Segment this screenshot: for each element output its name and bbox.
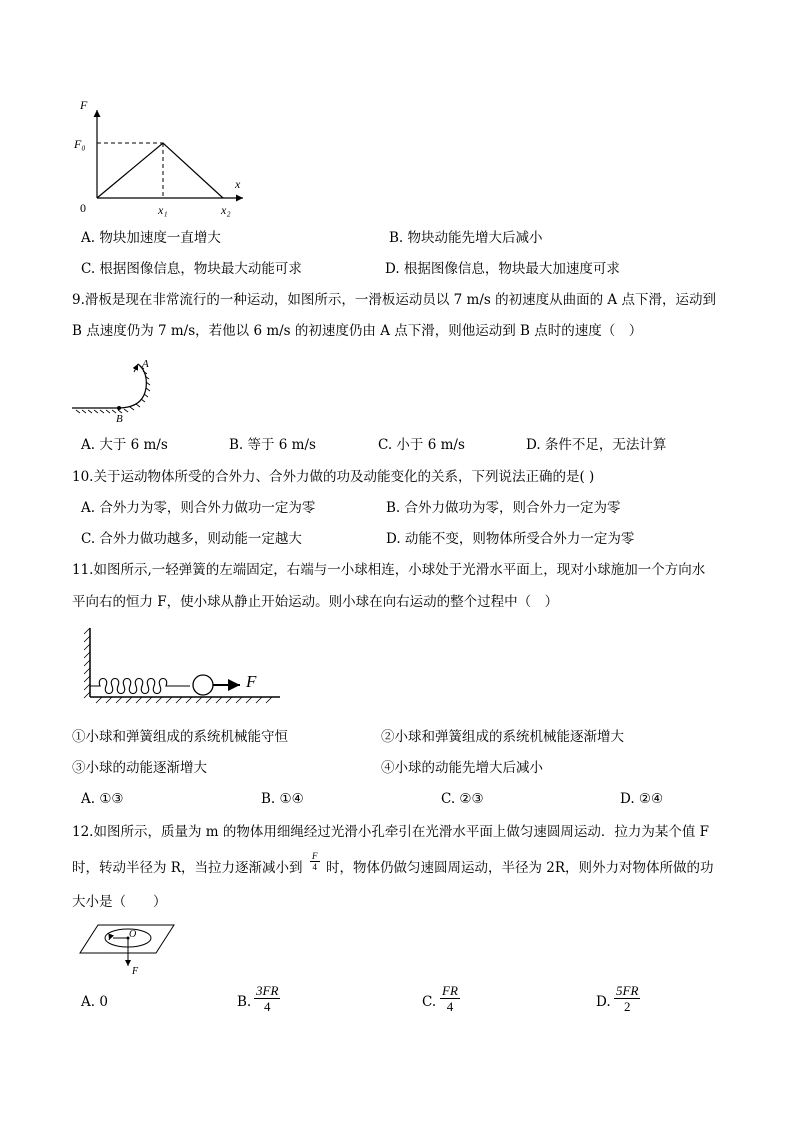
q8-option-b[interactable]: B. 物块动能先增大后减小 <box>389 230 543 246</box>
q9-stem-line2: B 点速度仍为 7 m/s，若他以 6 m/s 的初速度仍由 A 点下滑，则他运动到 B 点时的速度（ ） <box>72 323 643 339</box>
q9-stem-line1: 9.滑板是现在非常流行的一种运动，如图所示，一滑板运动员以 7 m/s 的初速度从曲面的 A 点下滑，运动到 <box>72 292 716 308</box>
q12-inline-fraction: $\frac{F}{4}$ <box>312 851 318 872</box>
q9-option-d[interactable]: D. 条件不足，无法计算 <box>526 437 667 453</box>
spring-coil <box>90 679 190 694</box>
q11-statement-1: ①小球和弹簧组成的系统机械能守恒 <box>72 729 288 745</box>
force-displacement-graph <box>0 0 794 230</box>
q9-option-b[interactable]: B. 等于 6 m/s <box>229 437 316 453</box>
ramp-point-b: B <box>116 413 123 425</box>
q12-option-a[interactable]: A. 0 <box>81 994 108 1010</box>
ramp-point-a: A <box>142 358 149 370</box>
q10-option-d[interactable]: D. 动能不变，则物体所受合外力一定为零 <box>386 531 635 547</box>
graph-x1-label: x₁ <box>158 203 168 217</box>
q10-option-c[interactable]: C. 合外力做功越多，则动能一定越大 <box>81 531 302 547</box>
q11-stem-line1: 11.如图所示,一轻弹簧的左端固定，右端与一小球相连，小球处于光滑水平面上，现对小球施加一个方向水 <box>72 562 706 578</box>
force-curve <box>97 143 223 198</box>
spring-force-label: F <box>246 672 257 691</box>
skateboard-ramp-figure <box>0 350 200 430</box>
graph-f0-label: F₀ <box>74 137 86 151</box>
q12-stem-line2b: 时，物体仍做匀速圆周运动，半径为 2R，则外力对物体所做的功 <box>326 860 714 876</box>
q10-stem: 10.关于运动物体所受的合外力、合外力做的功及动能变化的关系，下列说法正确的是( ) <box>72 469 595 485</box>
graph-y-label: F <box>80 98 88 112</box>
q12-stem-line1: 12.如图所示，质量为 m 的物体用细绳经过光滑小孔牵引在光滑水平面上做匀速圆周运动．拉力为某个值 F <box>72 824 710 840</box>
circle-center-label: O <box>129 929 137 940</box>
graph-x2-label: x₂ <box>221 203 231 217</box>
q11-statement-4: ④小球的动能先增大后减小 <box>381 760 543 776</box>
q12-option-c-label[interactable]: C. <box>422 994 437 1010</box>
graph-x-label: x <box>235 177 241 191</box>
q8-option-a[interactable]: A. 物块加速度一直增大 <box>81 230 221 246</box>
q11-stem-line2: 平向右的恒力 F，使小球从静止开始运动。则小球在向右运动的整个过程中（ ） <box>72 594 559 610</box>
q12-stem-line3: 大小是（ ） <box>72 894 167 910</box>
q11-option-b[interactable]: B. ①④ <box>261 791 304 807</box>
q8-option-d[interactable]: D. 根据图像信息，物块最大加速度可求 <box>385 261 620 277</box>
q12-option-b-label[interactable]: B. <box>237 994 252 1010</box>
spring-ball-figure <box>0 620 300 710</box>
q8-option-c[interactable]: C. 根据图像信息，物块最大动能可求 <box>81 261 302 277</box>
graph-origin-label: 0 <box>80 201 86 215</box>
q12-option-b-fraction[interactable]: $\frac{3FR}{4}$ <box>256 983 279 1014</box>
q11-statement-2: ②小球和弹簧组成的系统机械能逐渐增大 <box>381 729 624 745</box>
q12-option-c-fraction[interactable]: $\frac{FR}{4}$ <box>442 983 458 1014</box>
q12-option-d-fraction[interactable]: $\frac{5FR}{2}$ <box>616 983 639 1014</box>
q9-option-a[interactable]: A. 大于 6 m/s <box>81 437 168 453</box>
q10-option-a[interactable]: A. 合外力为零，则合外力做功一定为零 <box>81 500 316 516</box>
q11-option-d[interactable]: D. ②④ <box>620 791 664 807</box>
pull-force-label: F <box>132 966 139 977</box>
q10-option-b[interactable]: B. 合外力做功为零，则合外力一定为零 <box>386 500 621 516</box>
ball <box>193 675 213 695</box>
q9-option-c[interactable]: C. 小于 6 m/s <box>378 437 465 453</box>
q11-statement-3: ③小球的动能逐渐增大 <box>72 760 207 776</box>
q12-stem-line2a: 时，转动半径为 R，当拉力逐渐减小到 <box>72 860 303 876</box>
circular-motion-figure <box>0 915 200 980</box>
q11-option-c[interactable]: C. ②③ <box>441 791 484 807</box>
q11-option-a[interactable]: A. ①③ <box>81 791 124 807</box>
q12-option-d-label[interactable]: D. <box>596 994 611 1010</box>
